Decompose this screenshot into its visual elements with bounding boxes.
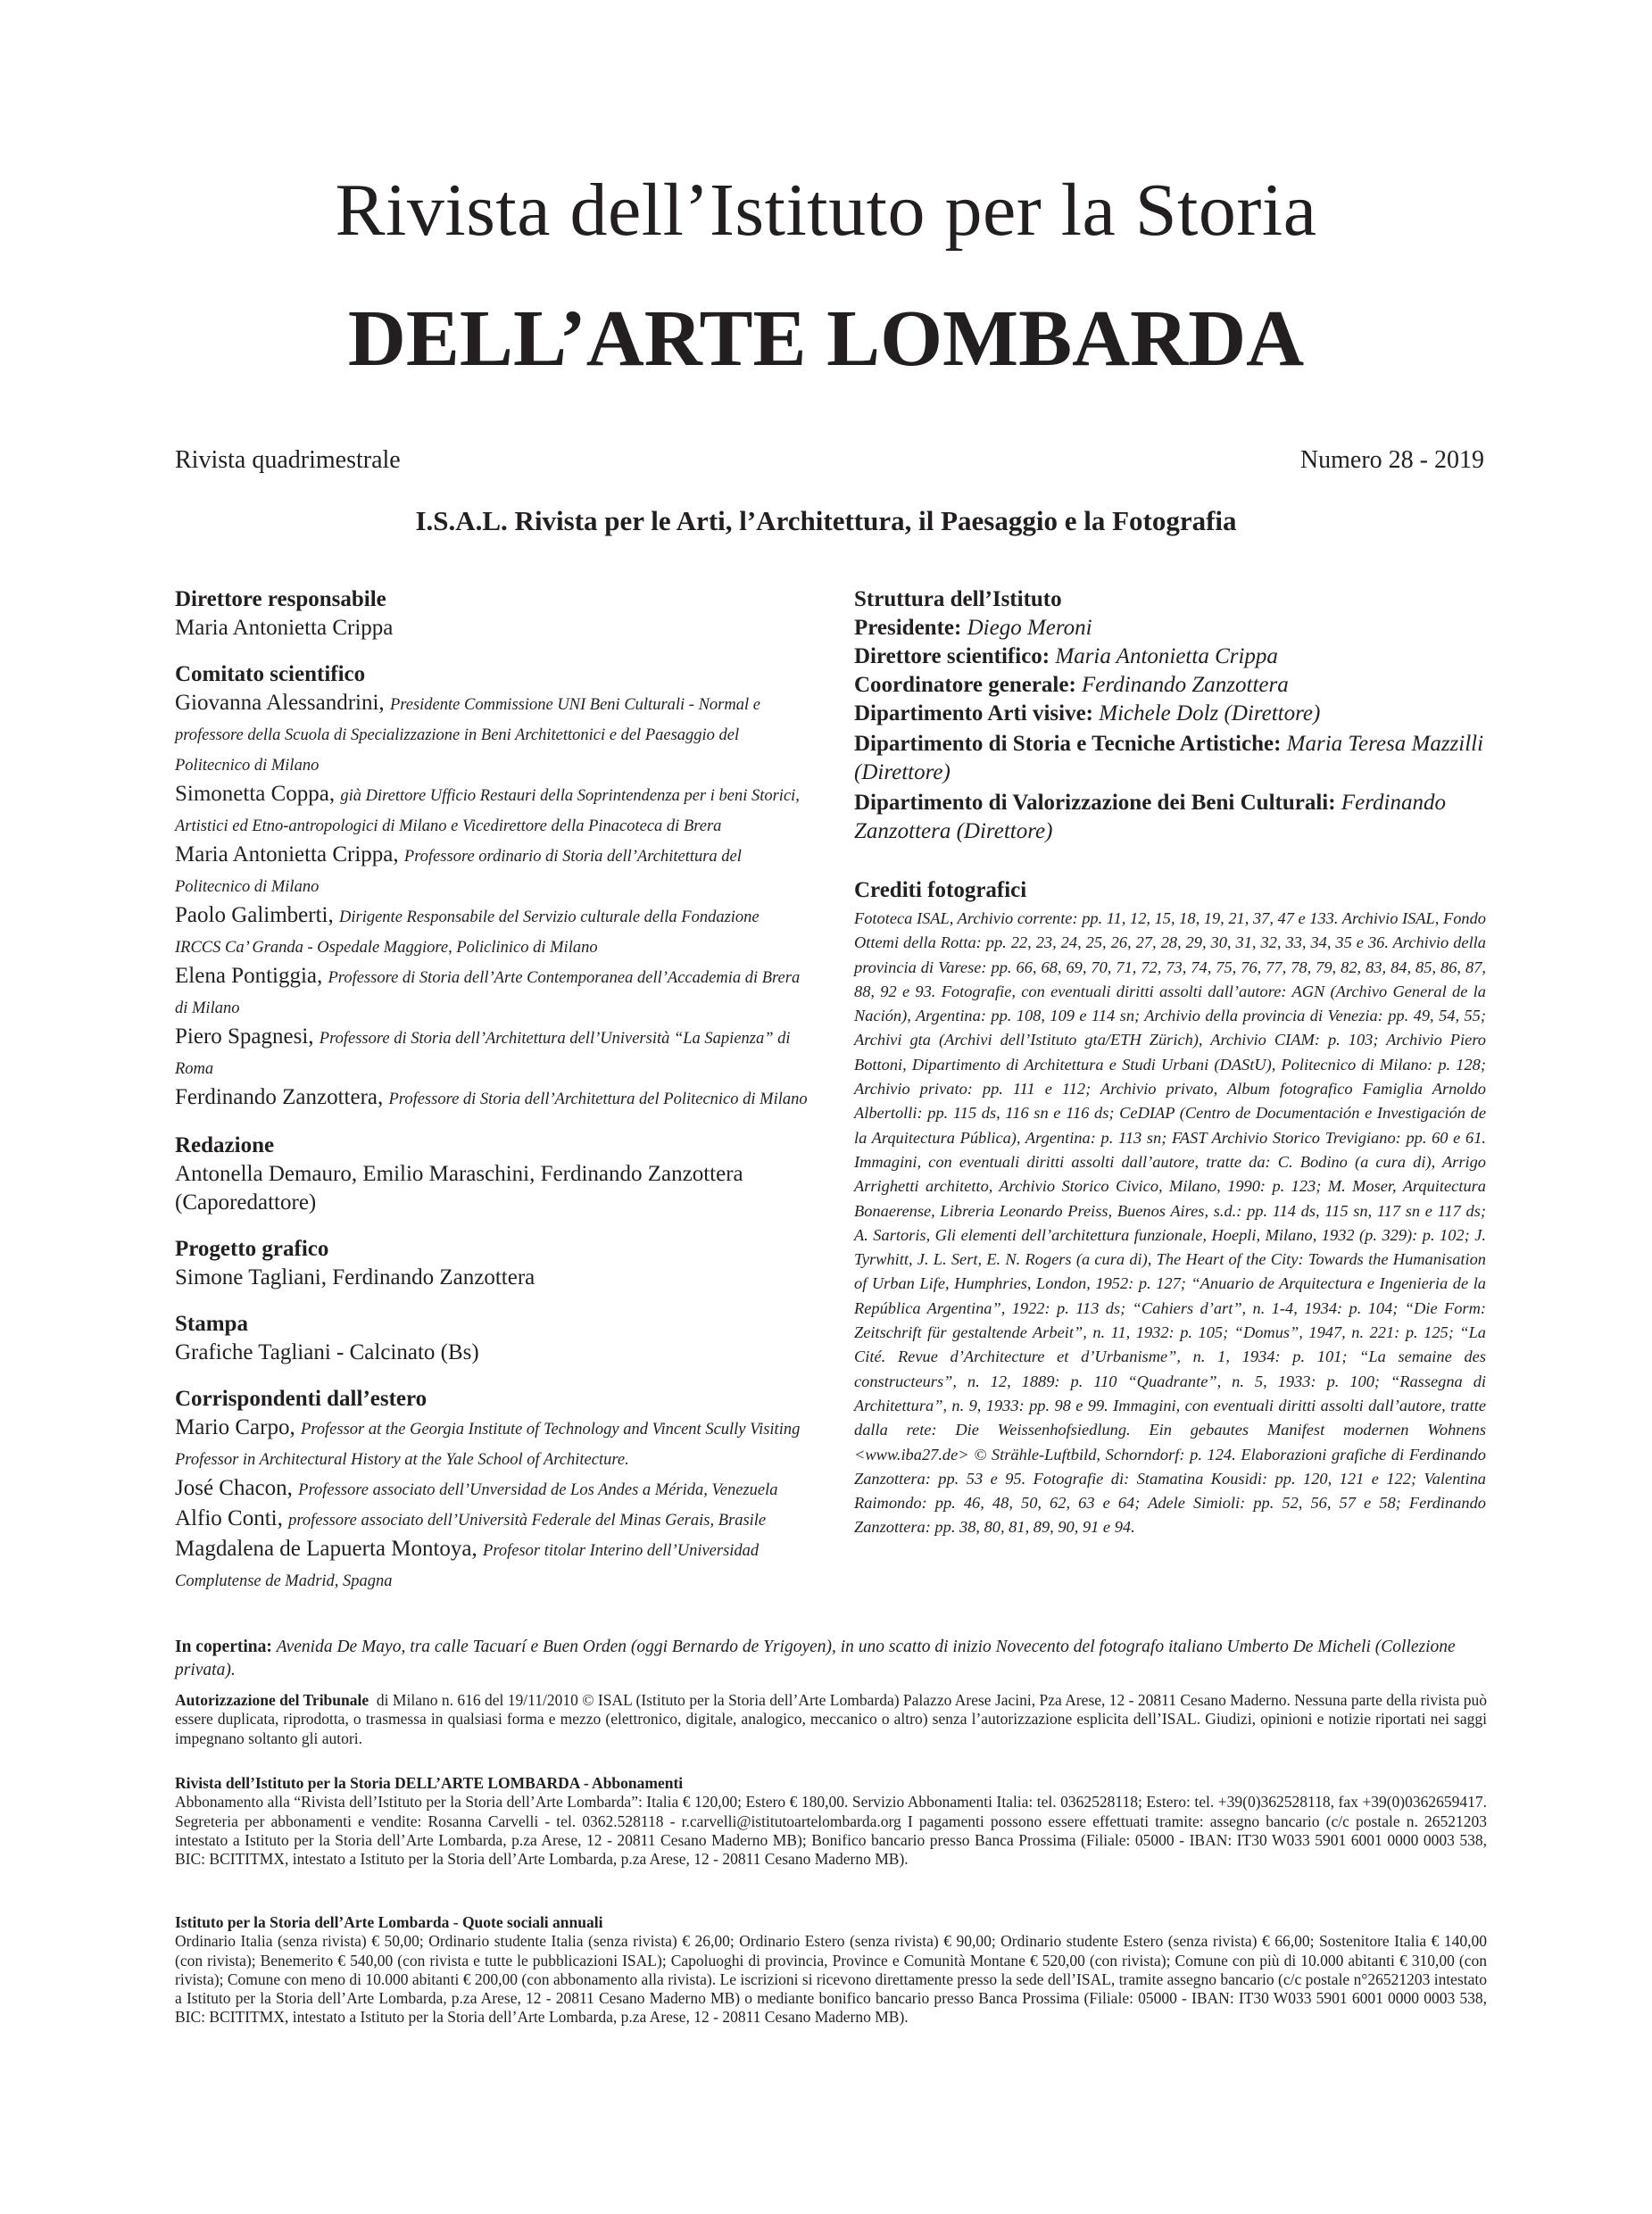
subscriptions-block: [175, 1774, 1487, 1869]
member-role: Presidente Commissione UNI Beni Culturali - Normal e professore della Scuola di Specializzazione in Beni Architettonici e del Paesaggio del Politecnico di Milano: [175, 696, 760, 775]
graphic-designers: Simone Tagliani, Ferdinando Zanzottera: [175, 1265, 535, 1289]
member-role: Professore di Storia dell’Architettura dell’Università “La Sapienza” di Roma: [175, 1030, 791, 1078]
graphic-heading: Progetto grafico: [175, 1237, 329, 1261]
journal-title-line1: Rivista dell’Istituto per la Storia: [335, 169, 1317, 252]
correspondent: [175, 1505, 809, 1535]
member-role: professore associato dell’Università Federale del Minas Gerais, Brasile: [288, 1512, 767, 1530]
structure-row: [854, 671, 1486, 700]
member-name: Alfio Conti,: [175, 1506, 283, 1530]
masthead-left-column: [175, 585, 809, 1613]
member-role: Professore ordinario di Storia dell’Architettura del Politecnico di Milano: [175, 848, 742, 896]
structure-label: Dipartimento Arti visive:: [854, 701, 1094, 726]
member-name: Simonetta Coppa,: [175, 782, 336, 806]
structure-value: Ferdinando Zanzottera (Direttore): [854, 791, 1446, 843]
member-role: Professor at the Georgia Institute of Technology and Vincent Scully Visiting Professor in Architectural History at the Yale School of Architecture.: [175, 1421, 801, 1469]
member-role: Professore di Storia dell’Architettura del Politecnico di Milano: [388, 1090, 808, 1108]
fees-block: [175, 1913, 1487, 2027]
structure-row: [854, 614, 1486, 643]
cover-text: Avenida De Mayo, tra calle Tacuarí e Buen Orden (oggi Bernardo de Yrigoyen), in uno scatto di inizio Novecento del fotografo italiano Umberto De Micheli (Collezione privata).: [175, 1638, 1456, 1679]
graphic-section: [175, 1235, 809, 1292]
structure-value: Michele Dolz (Direttore): [1099, 701, 1321, 726]
director-section: [175, 585, 809, 643]
structure-value: Maria Antonietta Crippa: [1055, 644, 1278, 668]
correspondents-section: [175, 1385, 809, 1596]
structure-label: Direttore scientifico:: [854, 644, 1050, 668]
structure-row: [854, 730, 1486, 787]
editorial-heading: Redazione: [175, 1133, 275, 1157]
member-role: Professore associato dell’Unversidad de Los Andes a Mérida, Venezuela: [298, 1481, 778, 1499]
structure-section: [854, 585, 1486, 846]
print-heading: Stampa: [175, 1312, 248, 1336]
correspondent: [175, 1535, 809, 1596]
cover-caption: [175, 1636, 1487, 1682]
issue-number: Numero 28 - 2019: [1299, 446, 1484, 474]
committee-member: [175, 841, 809, 901]
committee-member: [175, 689, 809, 780]
structure-label: Dipartimento di Valorizzazione dei Beni Culturali:: [854, 791, 1336, 815]
committee-member: [175, 780, 809, 841]
member-name: Magdalena de Lapuerta Montoya,: [175, 1537, 477, 1561]
committee-heading: Comitato scientifico: [175, 662, 366, 686]
structure-row: [854, 789, 1486, 846]
print-section: [175, 1310, 809, 1367]
printer: Grafiche Tagliani - Calcinato (Bs): [175, 1340, 479, 1364]
correspondents-heading: Corrispondenti dall’estero: [175, 1387, 428, 1411]
structure-value: Maria Teresa Mazzilli (Direttore): [854, 732, 1484, 784]
subscriptions-heading: Rivista dell’Istituto per la Storia DELL’ARTE LOMBARDA - Abbonamenti: [175, 1774, 684, 1792]
member-role: Professore di Storia dell’Arte Contemporanea dell’Accademia di Brera di Milano: [175, 969, 801, 1017]
publication-frequency: Rivista quadrimestrale: [175, 446, 401, 474]
director-heading: Direttore responsabile: [175, 587, 386, 611]
authorization-notice: [175, 1691, 1487, 1748]
journal-subtitle: I.S.A.L. Rivista per le Arti, l’Architettura, il Paesaggio e la Fotografia: [415, 505, 1237, 536]
structure-heading: Struttura dell’Istituto: [854, 587, 1062, 611]
editorial-section: [175, 1132, 809, 1217]
correspondent: [175, 1474, 809, 1505]
fees-text: Ordinario Italia (senza rivista) € 50,00; Ordinario studente Italia (senza rivista) € 26,00; Ordinario Estero (senza rivista) € 90,00; Ordinario studente Estero (senza rivista) € 66,00; Sostenitore Italia € 140,00 (con rivista); Benemerito € 540,00 (con rivista e tutte le pubblicazioni ISAL); Capoluoghi di provincia, Province e Comunità Montane € 520,00 (con rivista); Comune con più di 10.000 abitanti € 310,00 (con rivista); Comune con meno di 10.000 abitanti € 200,00 (con abbonamento alla rivista). Le iscrizioni si ricevono direttamente presso la sede dell’ISAL, tramite assegno bancario (c/c postale n°26521203 intestato a Istituto per la Storia dell’Arte Lombarda, p.za Arese, 12 - 20811 Cesano Maderno MB) o mediante bonifico bancario presso Banca Prossima (Filiale: 05000 - IBAN: IT30 W033 5901 6001 0000 0003 538, BIC: BCITITMX, intestato a Istituto per la Storia dell’Arte Lombarda, p.za Arese, 12 - 20811 Cesano Maderno MB).: [175, 1932, 1487, 2027]
fees-heading: Istituto per la Storia dell’Arte Lombarda - Quote sociali annuali: [175, 1913, 603, 1931]
credits-section: [854, 876, 1486, 1540]
structure-label: Presidente:: [854, 616, 962, 640]
member-role: già Direttore Ufficio Restauri della Soprintendenza per i beni Storici, Artistici ed Etno-antropologici di Milano e Vicedirettore della Pinacoteca di Brera: [175, 787, 800, 835]
member-name: Mario Carpo,: [175, 1415, 295, 1439]
committee-member: [175, 1083, 809, 1114]
cover-label: In copertina:: [175, 1638, 272, 1656]
member-name: Piero Spagnesi,: [175, 1024, 314, 1049]
director-name: Maria Antonietta Crippa: [175, 616, 394, 640]
structure-value: Ferdinando Zanzottera: [1082, 673, 1289, 697]
structure-label: Dipartimento di Storia e Tecniche Artistiche:: [854, 732, 1282, 756]
committee-member: [175, 1023, 809, 1083]
member-name: Ferdinando Zanzottera,: [175, 1085, 384, 1109]
member-role: Profesor titolar Interino dell’Universidad Complutense de Madrid, Spagna: [175, 1542, 760, 1590]
authorization-text: di Milano n. 616 del 19/11/2010 © ISAL (Istituto per la Storia dell’Arte Lombarda) Palazzo Arese Jacini, Pza Arese, 12 - 20811 Cesano Maderno. Nessuna parte della rivista può essere duplicata, riprodotta, o trasmessa in qualsiasi forma e mezzo (elettronico, digitale, analogico, meccanico o altro) senza l’autorizzazione esplicita dell’ISAL. Giudizi, opinioni e notizie riportati nei saggi impegnano soltanto gli autori.: [175, 1691, 1488, 1747]
structure-row: [854, 700, 1486, 728]
member-role: Dirigente Responsabile del Servizio culturale della Fondazione IRCCS Ca’ Granda - Ospedale Maggiore, Policlinico di Milano: [175, 908, 760, 957]
committee-member: [175, 962, 809, 1023]
member-name: José Chacon,: [175, 1476, 293, 1500]
journal-title-line2: DELL’ARTE LOMBARDA: [347, 294, 1305, 383]
structure-label: Coordinatore generale:: [854, 673, 1076, 697]
committee-member: [175, 901, 809, 962]
subscriptions-text: Abbonamento alla “Rivista dell’Istituto per la Storia dell’Arte Lombarda”: Italia € 120,00; Estero € 180,00. Servizio Abbonamenti Italia: tel. 0362528118; Estero: tel. +39(0)362528118, fax +39(0)0362659417. Segreteria per abbonamenti e vendite: Rosanna Carvelli - tel. 0362.528118 - r.carvelli@istitutoartelombarda.org I pagamenti possono essere effettuati tramite: assegno bancario (c/c postale n. 26521203 intestato a Istituto per la Storia dell’Arte Lombarda, p.za Arese, 12 - 20811 Cesano Maderno MB); Bonifico bancario presso Banca Prossima (Filiale: 05000 - IBAN: IT30 W033 5901 6001 0000 0003 538, BIC: BCITITMX, intestato a Istituto per la Storia dell’Arte Lombarda, p.za Arese, 12 - 20811 Cesano Maderno MB).: [175, 1793, 1487, 1869]
photo-credits-text: Fototeca ISAL, Archivio corrente: pp. 11, 12, 15, 18, 19, 21, 37, 47 e 133. Archivio ISAL, Fondo Ottemi della Rotta: pp. 22, 23, 24, 25, 26, 27, 28, 29, 30, 31, 32, 33, 34, 35 e 36. Archivio della provincia di Varese: pp. 66, 68, 69, 70, 71, 72, 73, 74, 75, 76, 77, 78, 79, 82, 83, 84, 85, 86, 87, 88, 92 e 93. Fotografie, con eventuali diritti assolti dall’autore: AGN (Archivo General de la Nación), Argentina: pp. 108, 109 e 114 sn; Archivio della provincia di Venezia: pp. 49, 54, 55; Archivi gta (Archivi dell’Istituto gta/ETH Zürich), Archivio CIAM: p. 103; Archivio Piero Bottoni, Dipartimento di Architettura e Studi Urbani (DAStU), Politecnico di Milano: p. 128; Archivio privato: pp. 111 e 112; Archivio privato, Album fotografico Famiglia Arnoldo Albertolli: pp. 115 ds, 116 sn e 116 ds; CeDIAP (Centro de Documentación e Investigación de la Arquitectura Pública), Argentina: p. 113 sn; FAST Archivio Storico Trevigiano: pp. 60 e 61. Immagini, con eventuali diritti assolti dall’autore, tratte da: C. Bodino (a cura di), Arrigo Arrighetti architetto, Archivio Storico Civico, Milano, 1990: p. 123; M. Moser, Arquitectura Bonaerense, Libreria Leonardo Preiss, Buenos Aires, s.d.: pp. 114 ds, 115 sn, 117 sn e 117 ds; A. Sartoris, Gli elementi dell’architettura funzionale, Hoepli, Milano, 1932 (p. 329): p. 102; J. Tyrwhitt, J. L. Sert, E. N. Rogers (a cura di), The Heart of the City: Towards the Humanisation of Urban Life, Humphries, London, 1952: p. 127; “Anuario de Arquitectura e Ingenieria de la República Argentina”, 1922: p. 113 ds; “Cahiers d’art”, n. 1-4, 1934: p. 104; “Die Form: Zeitschrift für gestaltende Arbeit”, n. 11, 1932: p. 105; “Domus”, 1947, n. 221: p. 125; “La Cité. Revue d’Architecture et d’Urbanisme”, n. 1, 1934: p. 101; “La semaine des constructeurs”, n. 12, 1889: p. 110 “Quadrante”, n. 5, 1933: p. 100; “Rassegna di Architettura”, n. 9, 1933: pp. 98 e 99. Immagini, con eventuali diritti assolti dall’autore, tratte dalla rete: Die Weissenhofsiedlung. Ein gebautes Manifest modernen Wohnens <www.iba27.de> © Strähle-Luftbild, Schorndorf: p. 124. Elaborazioni grafiche di Ferdinando Zanzottera: pp. 53 e 95. Fotografie di: Stamatina Kousidi: pp. 120, 121 e 122; Valentina Raimondo: pp. 46, 48, 50, 62, 63 e 64; Adele Simioli: pp. 52, 56, 57 e 58; Ferdinando Zanzottera: pp. 38, 80, 81, 89, 90, 91 e 94.: [854, 909, 1486, 1537]
masthead-right-column: [854, 585, 1486, 1558]
correspondent: [175, 1414, 809, 1474]
member-name: Maria Antonietta Crippa,: [175, 842, 399, 867]
structure-value: Diego Meroni: [967, 616, 1092, 640]
structure-row: [854, 643, 1486, 671]
member-name: Paolo Galimberti,: [175, 903, 334, 927]
member-name: Elena Pontiggia,: [175, 964, 323, 988]
committee-section: [175, 660, 809, 1114]
member-name: Giovanna Alessandrini,: [175, 691, 385, 715]
editorial-staff: Antonella Demauro, Emilio Maraschini, Ferdinando Zanzottera (Caporedattore): [175, 1162, 743, 1215]
authorization-label: Autorizzazione del Tribunale: [175, 1691, 369, 1709]
credits-heading: Crediti fotografici: [854, 878, 1027, 902]
